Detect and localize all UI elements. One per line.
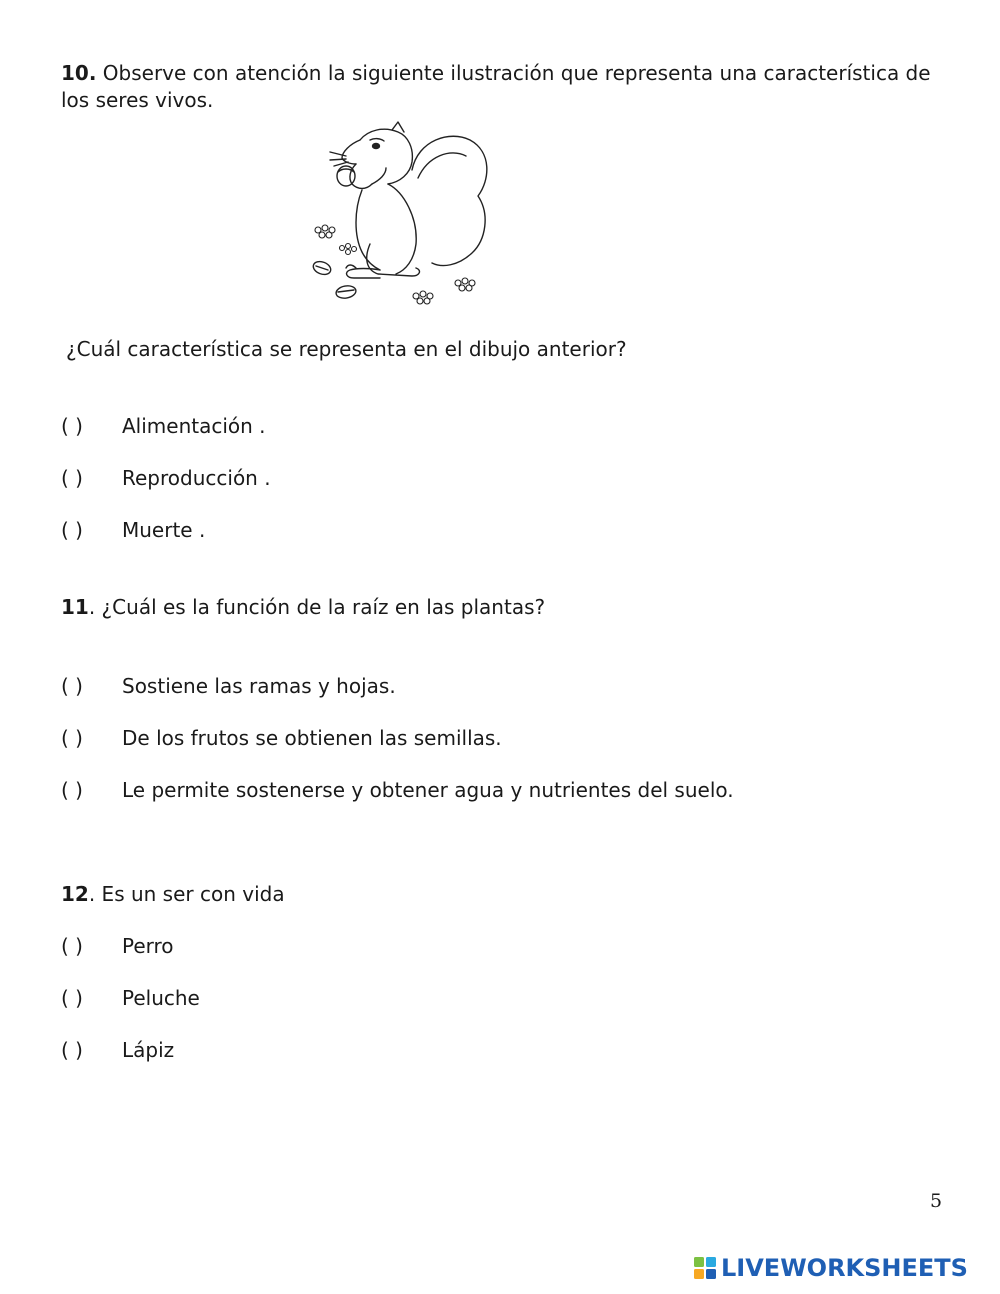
- answer-blank[interactable]: ( ): [61, 726, 83, 750]
- question-10-option[interactable]: [61, 517, 205, 543]
- option-label: De los frutos se obtienen las semillas.: [122, 726, 502, 750]
- question-10-option[interactable]: [61, 465, 271, 491]
- answer-blank[interactable]: ( ): [61, 986, 83, 1010]
- question-10-question: ¿Cuál característica se representa en el dibujo anterior?: [66, 337, 627, 361]
- liveworksheets-logo: [693, 1252, 968, 1284]
- answer-blank[interactable]: ( ): [61, 778, 83, 802]
- liveworksheets-icon: [693, 1256, 717, 1280]
- question-12-prompt: [61, 881, 285, 908]
- answer-blank[interactable]: ( ): [61, 1038, 83, 1062]
- question-12-option[interactable]: [61, 985, 200, 1011]
- question-10-prompt: [61, 60, 941, 114]
- question-12-text: . Es un ser con vida: [88, 882, 285, 906]
- option-label: Perro: [122, 934, 174, 958]
- question-10-option[interactable]: [61, 413, 266, 439]
- question-11-option[interactable]: [61, 777, 734, 803]
- brand-name: LIVEWORKSHEETS: [721, 1254, 968, 1282]
- answer-blank[interactable]: ( ): [61, 518, 83, 542]
- option-label: Alimentación .: [122, 414, 266, 438]
- option-label: Le permite sostenerse y obtener agua y nutrientes del suelo.: [122, 778, 734, 802]
- page-number: 5: [930, 1190, 943, 1212]
- question-12-option[interactable]: [61, 1037, 174, 1063]
- question-10-text: Observe con atención la siguiente ilustración que representa una característica de los seres vivos.: [61, 61, 931, 112]
- question-11-number: 11: [61, 595, 89, 619]
- option-label: Peluche: [122, 986, 200, 1010]
- question-12-number: 12: [61, 882, 89, 906]
- answer-blank[interactable]: ( ): [61, 934, 83, 958]
- option-label: Lápiz: [122, 1038, 175, 1062]
- option-label: Reproducción .: [122, 466, 271, 490]
- option-label: Muerte .: [122, 518, 206, 542]
- question-11-option[interactable]: [61, 673, 396, 699]
- question-12-option[interactable]: [61, 933, 174, 959]
- question-11-option[interactable]: [61, 725, 502, 751]
- answer-blank[interactable]: ( ): [61, 414, 83, 438]
- answer-blank[interactable]: ( ): [61, 466, 83, 490]
- question-10-number: 10.: [61, 61, 97, 85]
- answer-blank[interactable]: ( ): [61, 674, 83, 698]
- squirrel-illustration: [300, 118, 500, 313]
- question-11-text: . ¿Cuál es la función de la raíz en las plantas?: [88, 595, 546, 619]
- option-label: Sostiene las ramas y hojas.: [122, 674, 396, 698]
- question-11-prompt: [61, 594, 545, 621]
